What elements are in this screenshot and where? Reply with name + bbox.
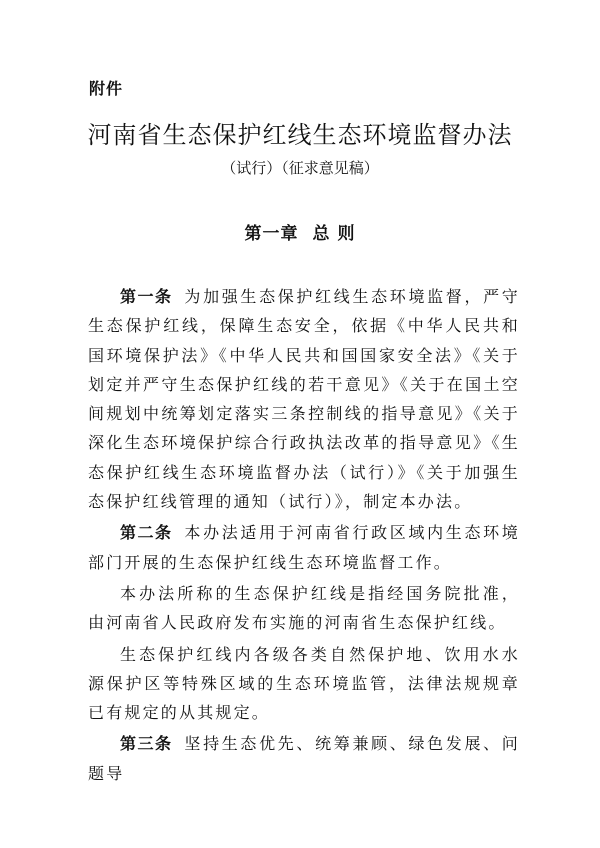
paragraph-text: 坚持生态优先、统筹兼顾、绿色发展、问题导 <box>88 734 520 783</box>
paragraph-article-1 <box>88 282 520 516</box>
chapter-name: 总 则 <box>312 224 356 244</box>
article-label: 第三条 <box>120 734 173 754</box>
paragraph-scope-definition <box>88 579 520 638</box>
article-label: 第二条 <box>120 523 173 543</box>
chapter-number: 第一章 <box>244 224 299 244</box>
article-label: 第一条 <box>120 287 173 306</box>
paragraph-text: 本办法所称的生态保护红线是指经国务院批准，由河南省人民政府发布实施的河南省生态保护红线。 <box>88 583 520 633</box>
chapter-heading <box>0 219 600 244</box>
document-body <box>88 282 520 788</box>
document-subtitle: （试行）（征求意见稿） <box>221 159 379 177</box>
paragraph-special-areas <box>88 640 520 728</box>
paragraph-text: 为加强生态保护红线生态环境监督，严守生态保护红线，保障生态安全，依据《中华人民共和国环境保护法》《中华人民共和国国家安全法》《关于划定并严守生态保护红线的若干意见》《关于在国土空间规划中统筹划定落实三条控制线的指导意见》《关于深化生态环境保护综合行政执法改革的指导意见》《生态保护红线生态环境监督办法（试行）》《关于加强生态保护红线管理的通知（试行）》，制定本办法。 <box>88 287 520 512</box>
paragraph-text: 生态保护红线内各级各类自然保护地、饮用水水源保护区等特殊区域的生态环境监管，法律法规规章已有规定的从其规定。 <box>88 644 520 723</box>
paragraph-text: 本办法适用于河南省行政区域内生态环境部门开展的生态保护红线生态环境监督工作。 <box>88 523 520 572</box>
paragraph-article-2 <box>88 518 520 577</box>
attachment-label: 附件 <box>89 79 124 98</box>
document-title: 河南省生态保护红线生态环境监督办法 <box>87 121 513 149</box>
paragraph-article-3 <box>88 729 520 788</box>
